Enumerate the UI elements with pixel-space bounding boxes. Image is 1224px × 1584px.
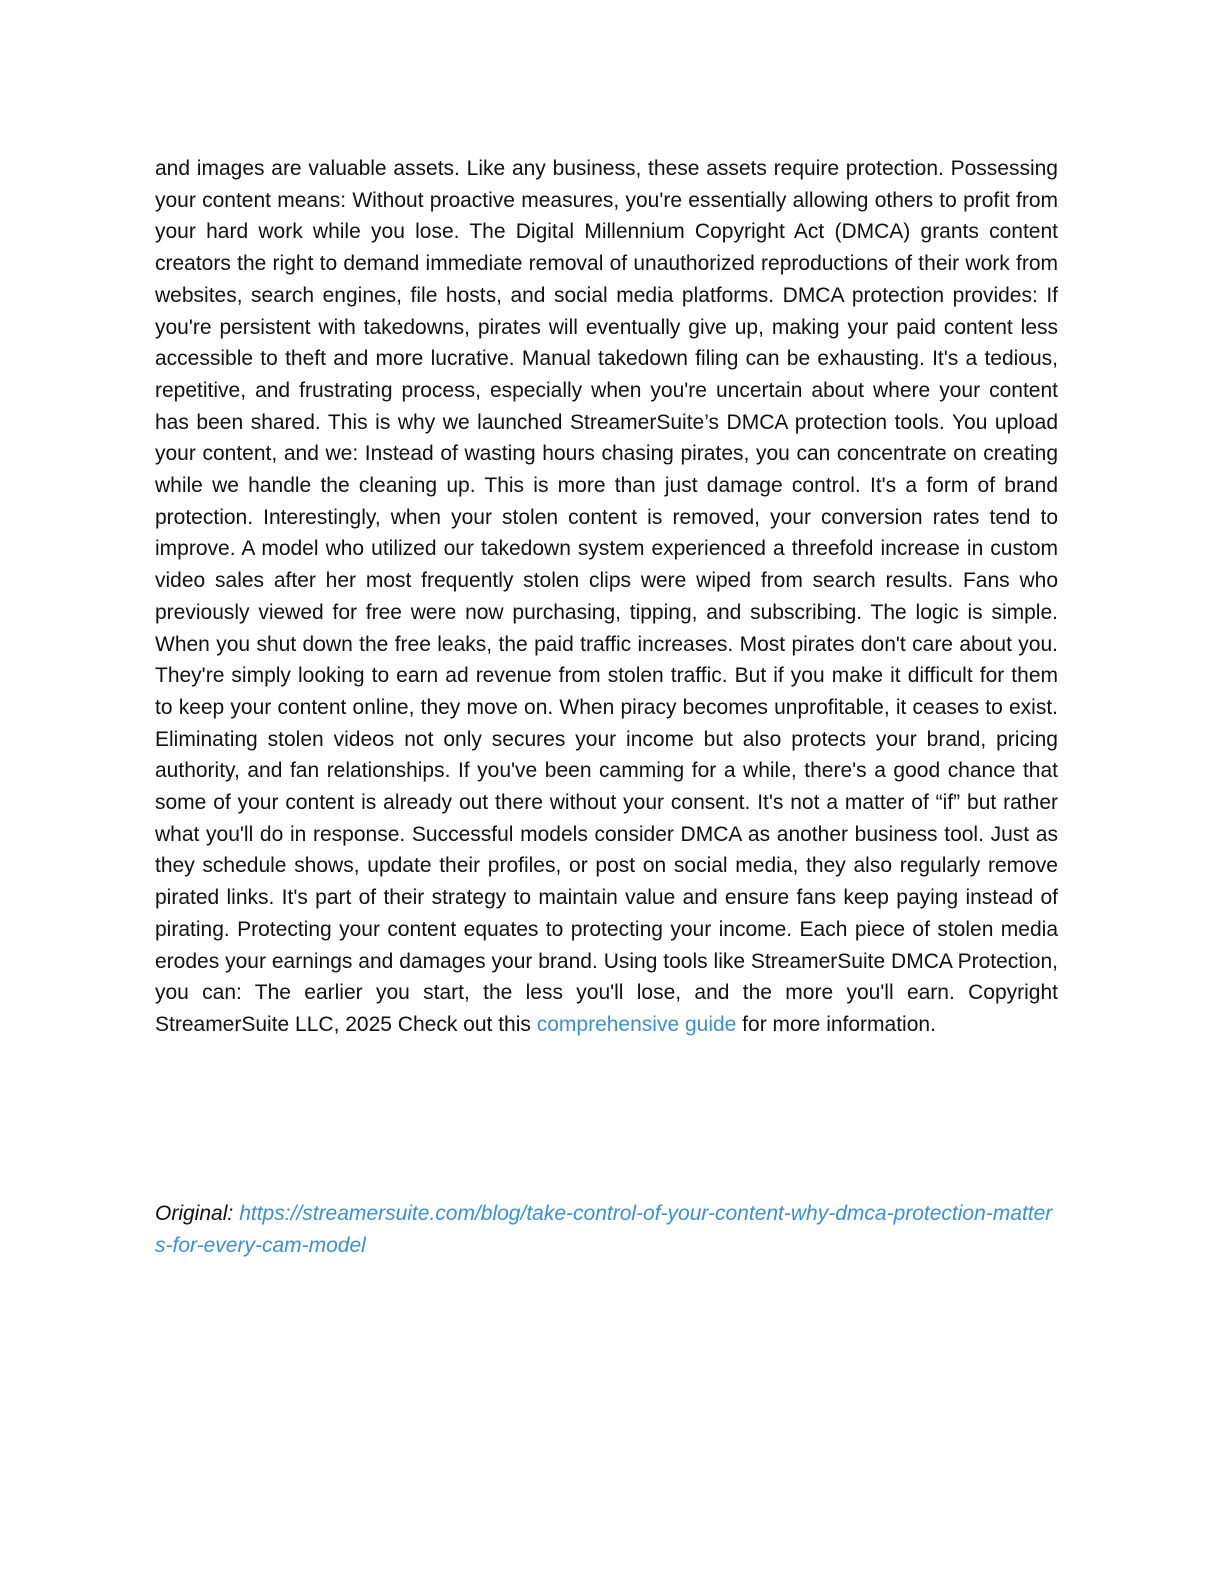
source-attribution xyxy=(155,1198,1060,1261)
article-closing-text: for more information. xyxy=(736,1012,936,1036)
article-body-text: and images are valuable assets. Like any business, these assets require protection. Possessing your content means: Without proactive measures, you're essentially allowing others to profit from your hard work while you lose. The Digital Millennium Copyright Act (DMCA) grants content creators the right to demand immediate removal of unauthorized reproductions of their work from websites, search engines, file hosts, and social media platforms. DMCA protection provides: If you're persistent with takedowns, pirates will eventually give up, making your paid content less accessible to theft and more lucrative. Manual takedown filing can be exhausting. It's a tedious, repetitive, and frustrating process, especially when you're uncertain about where your content has been shared. This is why we launched StreamerSuite’s DMCA protection tools. You upload your content, and we: Instead of wasting hours chasing pirates, you can concentrate on creating while we handle the cleaning up. This is more than just damage control. It's a form of brand protection. Interestingly, when your stolen content is removed, your conversion rates tend to improve. A model who utilized our takedown system experienced a threefold increase in custom video sales after her most frequently stolen clips were wiped from search results. Fans who previously viewed for free were now purchasing, tipping, and subscribing. The logic is simple. When you shut down the free leaks, the paid traffic increases. Most pirates don't care about you. They're simply looking to earn ad revenue from stolen traffic. But if you make it difficult for them to keep your content online, they move on. When piracy becomes unprofitable, it ceases to exist. Eliminating stolen videos not only secures your income but also protects your brand, pricing authority, and fan relationships. If you've been camming for a while, there's a good chance that some of your content is already out there without your consent. It's not a matter of “if” but rather what you'll do in response. Successful models consider DMCA as another business tool. Just as they schedule shows, update their profiles, or post on social media, they also regularly remove pirated links. It's part of their strategy to maintain value and ensure fans keep paying instead of pirating. Protecting your content equates to protecting your income. Each piece of stolen media erodes your earnings and damages your brand. Using tools like StreamerSuite DMCA Protection, you can: The earlier you start, the less you'll lose, and the more you'll earn. Copyright StreamerSuite LLC, 2025 Check out this xyxy=(155,157,1058,1036)
comprehensive-guide-link[interactable]: comprehensive guide xyxy=(536,1012,737,1036)
article-body xyxy=(155,153,1058,1041)
source-url-link[interactable]: https://streamersuite.com/blog/take-control-of-your-content-why-dmca-protection-matters-for-every-cam-model xyxy=(155,1202,1053,1257)
source-label: Original: xyxy=(155,1202,234,1225)
